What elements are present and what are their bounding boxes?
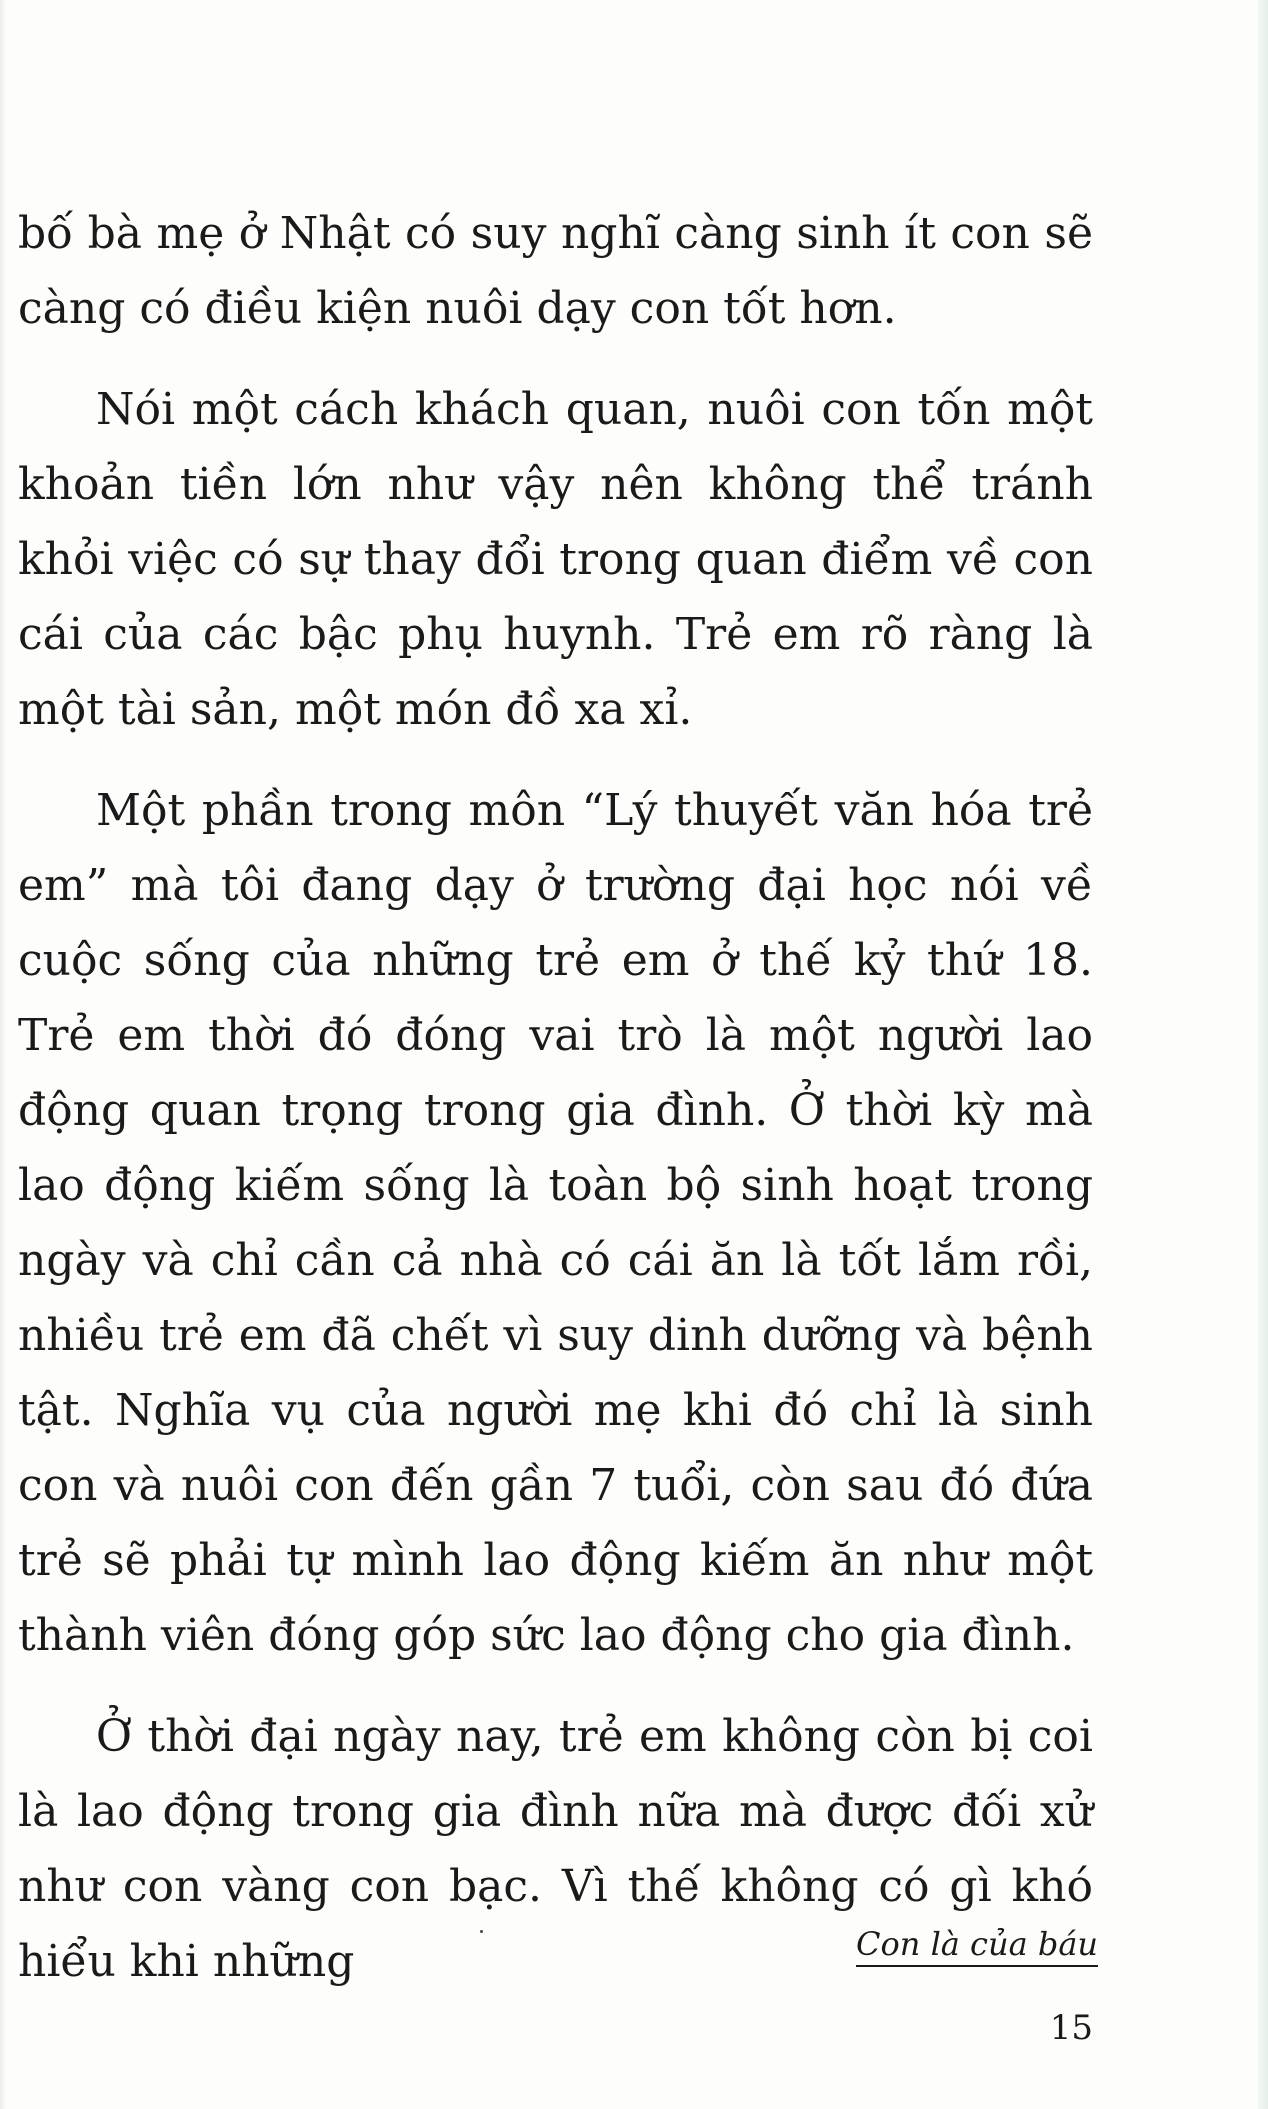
paragraph: Nói một cách khách quan, nuôi con tốn một khoản tiền lớn như vậy nên không thể tránh khỏi việc có sự thay đổi trong quan điểm về con cái của các bậc phụ huynh. Trẻ em rõ ràng là một tài sản, một món đồ xa xỉ. — [18, 384, 1093, 735]
scan-speck — [480, 1930, 483, 1933]
page-left-edge — [0, 0, 6, 2109]
page-number: 15 — [1049, 2008, 1093, 2048]
page-right-edge — [1258, 0, 1268, 2109]
paragraph: Ở thời đại ngày nay, trẻ em không còn bị coi là lao động trong gia đình nữa mà được đối xử như con vàng con bạc. Vì thế không có gì khó hiểu khi những — [18, 1711, 1093, 1987]
running-footer-title: Con là của báu — [856, 1925, 1098, 1967]
body-text — [18, 196, 1093, 2025]
paragraph: Một phần trong môn “Lý thuyết văn hóa trẻ em” mà tôi đang dạy ở trường đại học nói về cuộc sống của những trẻ em ở thế kỷ thứ 18. Trẻ em thời đó đóng vai trò là một người lao động quan trọng trong gia đình. Ở thời kỳ mà lao động kiếm sống là toàn bộ sinh hoạt trong ngày và chỉ cần cả nhà có cái ăn là tốt lắm rồi, nhiều trẻ em đã chết vì suy dinh dưỡng và bệnh tật. Nghĩa vụ của người mẹ khi đó chỉ là sinh con và nuôi con đến gần 7 tuổi, còn sau đó đứa trẻ sẽ phải tự mình lao động kiếm ăn như một thành viên đóng góp sức lao động cho gia đình. — [18, 785, 1093, 1661]
paragraph-continuation: bố bà mẹ ở Nhật có suy nghĩ càng sinh ít con sẽ càng có điều kiện nuôi dạy con tốt hơn. — [18, 208, 1093, 334]
